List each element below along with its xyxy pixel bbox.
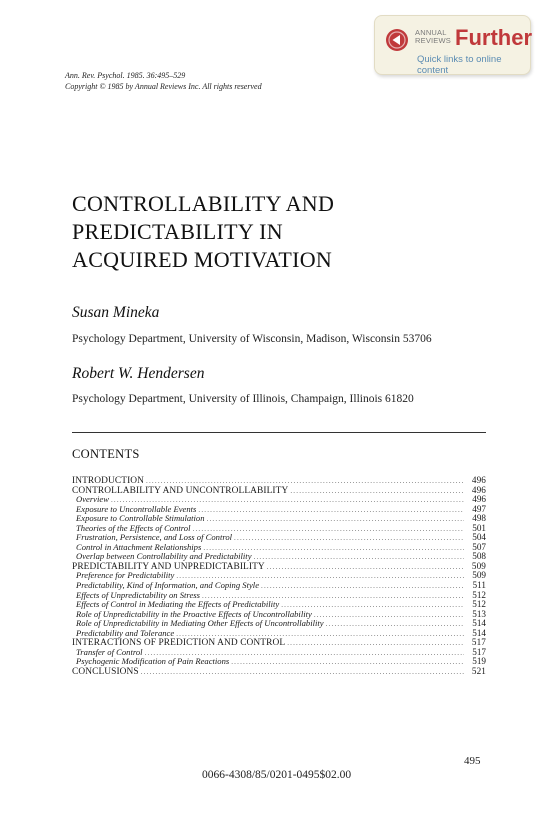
contents-heading: CONTENTS <box>72 447 140 461</box>
author-name: Susan Mineka <box>72 304 160 321</box>
toc-leader-dots <box>193 525 465 535</box>
toc-entry-page: 496 <box>472 494 486 505</box>
author-affiliation: Psychology Department, University of Illinois, Champaign, Illinois 61820 <box>72 393 414 405</box>
page-number: 495 <box>464 755 481 767</box>
toc-leader-dots <box>267 563 464 573</box>
toc-entry-page: 504 <box>472 532 486 543</box>
toc-entry-page: 517 <box>471 637 486 648</box>
toc-entry[interactable] <box>72 476 486 486</box>
toc-entry-title: Predictability and Tolerance <box>76 627 175 638</box>
copyright-notice: Copyright © 1985 by Annual Reviews Inc. All rights reserved <box>65 82 262 91</box>
toc-entry-title: CONTROLLABILITY AND UNCONTROLLABILITY <box>72 485 289 496</box>
toc-entry-page: 512 <box>472 589 486 600</box>
toc-entry-title: INTERACTIONS OF PREDICTION AND CONTROL <box>72 638 286 649</box>
toc-leader-dots <box>141 668 464 678</box>
toc-entry-title: Psychogenic Modification of Pain Reactions <box>76 656 230 667</box>
badge-subtext: Quick links to online content <box>417 54 502 76</box>
toc-entry[interactable] <box>72 629 486 639</box>
toc-entry-page: 514 <box>472 618 486 629</box>
toc-entry-page: 496 <box>471 475 486 485</box>
toc-entry-page: 498 <box>472 513 486 524</box>
toc-leader-dots <box>254 553 464 563</box>
toc-leader-dots <box>207 515 464 525</box>
toc-entry-title: Preference for Predictability <box>76 570 175 581</box>
article-title: CONTROLLABILITY AND PREDICTABILITY IN ACQUIRED MOTIVATION <box>72 191 335 272</box>
toc-entry-page: 501 <box>472 522 486 533</box>
toc-entry-title: INTRODUCTION <box>72 476 145 486</box>
toc-entry-title: PREDICTABILITY AND UNPREDICTABILITY <box>72 561 265 572</box>
play-icon <box>385 28 409 52</box>
toc-leader-dots <box>326 620 464 630</box>
author-affiliation: Psychology Department, University of Wisconsin, Madison, Wisconsin 53706 <box>72 333 432 345</box>
toc-leader-dots <box>314 611 464 621</box>
toc-entry-page: 513 <box>472 608 486 619</box>
toc-entry-title: Exposure to Controllable Stimulation <box>76 513 205 524</box>
journal-citation: Ann. Rev. Psychol. 1985. 36:495–529 <box>65 71 186 80</box>
toc-leader-dots <box>231 658 464 668</box>
toc-entry-page: 511 <box>472 580 486 591</box>
toc-entry-page: 517 <box>472 646 486 657</box>
toc-entry-page: 519 <box>472 656 486 667</box>
toc-entry-page: 509 <box>472 570 486 581</box>
toc-entry-page: 497 <box>472 503 486 514</box>
toc-entry-page: 508 <box>472 551 486 562</box>
toc-entry-title: Transfer of Control <box>76 646 143 657</box>
toc-entry-page: 496 <box>471 484 486 495</box>
toc-entry-page: 512 <box>472 599 486 610</box>
toc-entry-title: Effects of Unpredictability on Stress <box>76 589 200 600</box>
toc-entry-title: Effects of Control in Mediating the Effects of Predictability <box>76 599 280 610</box>
toc-entry-title: Overlap between Controllability and Predictability <box>76 551 252 562</box>
article-code: 0066-4308/85/0201-0495$02.00 <box>202 769 352 781</box>
toc-entry-title: CONCLUSIONS <box>72 666 139 677</box>
table-of-contents <box>72 476 486 676</box>
author-name: Robert W. Hendersen <box>72 365 205 382</box>
toc-leader-dots <box>198 506 464 516</box>
section-divider <box>72 432 486 433</box>
toc-entry[interactable] <box>72 486 486 496</box>
badge-line-reviews: REVIEWS <box>415 36 451 45</box>
toc-entry-title: Theories of the Effects of Control <box>76 522 191 533</box>
badge-line-annual: ANNUAL <box>415 28 447 37</box>
toc-entry[interactable] <box>72 657 486 667</box>
toc-entry-title: Role of Unpredictability in Mediating Other Effects of Uncontrollability <box>76 618 324 629</box>
toc-entry-title: Exposure to Uncontrollable Events <box>76 503 197 514</box>
toc-leader-dots <box>261 582 464 592</box>
toc-entry-title: Control in Attachment Relationships <box>76 541 202 552</box>
toc-leader-dots <box>290 487 464 497</box>
toc-entry-title: Role of Unpredictability in the Proactive Effects of Uncontrollability <box>76 608 312 619</box>
toc-leader-dots <box>287 639 464 649</box>
toc-entry-page: 521 <box>471 665 486 676</box>
toc-entry-title: Frustration, Persistence, and Loss of Control <box>76 532 233 543</box>
toc-entry-title: Predictability, Kind of Information, and Coping Style <box>76 580 260 591</box>
toc-entry[interactable] <box>72 552 486 562</box>
toc-leader-dots <box>234 534 464 544</box>
badge-brand: Further <box>455 25 532 50</box>
toc-entry-title: Overview <box>76 494 109 505</box>
toc-entry-page: 514 <box>472 627 486 638</box>
toc-entry-page: 507 <box>472 541 486 552</box>
toc-entry-page: 509 <box>471 560 486 571</box>
badge-publisher <box>415 29 451 45</box>
toc-entry[interactable] <box>72 667 486 677</box>
further-badge[interactable] <box>374 15 531 75</box>
